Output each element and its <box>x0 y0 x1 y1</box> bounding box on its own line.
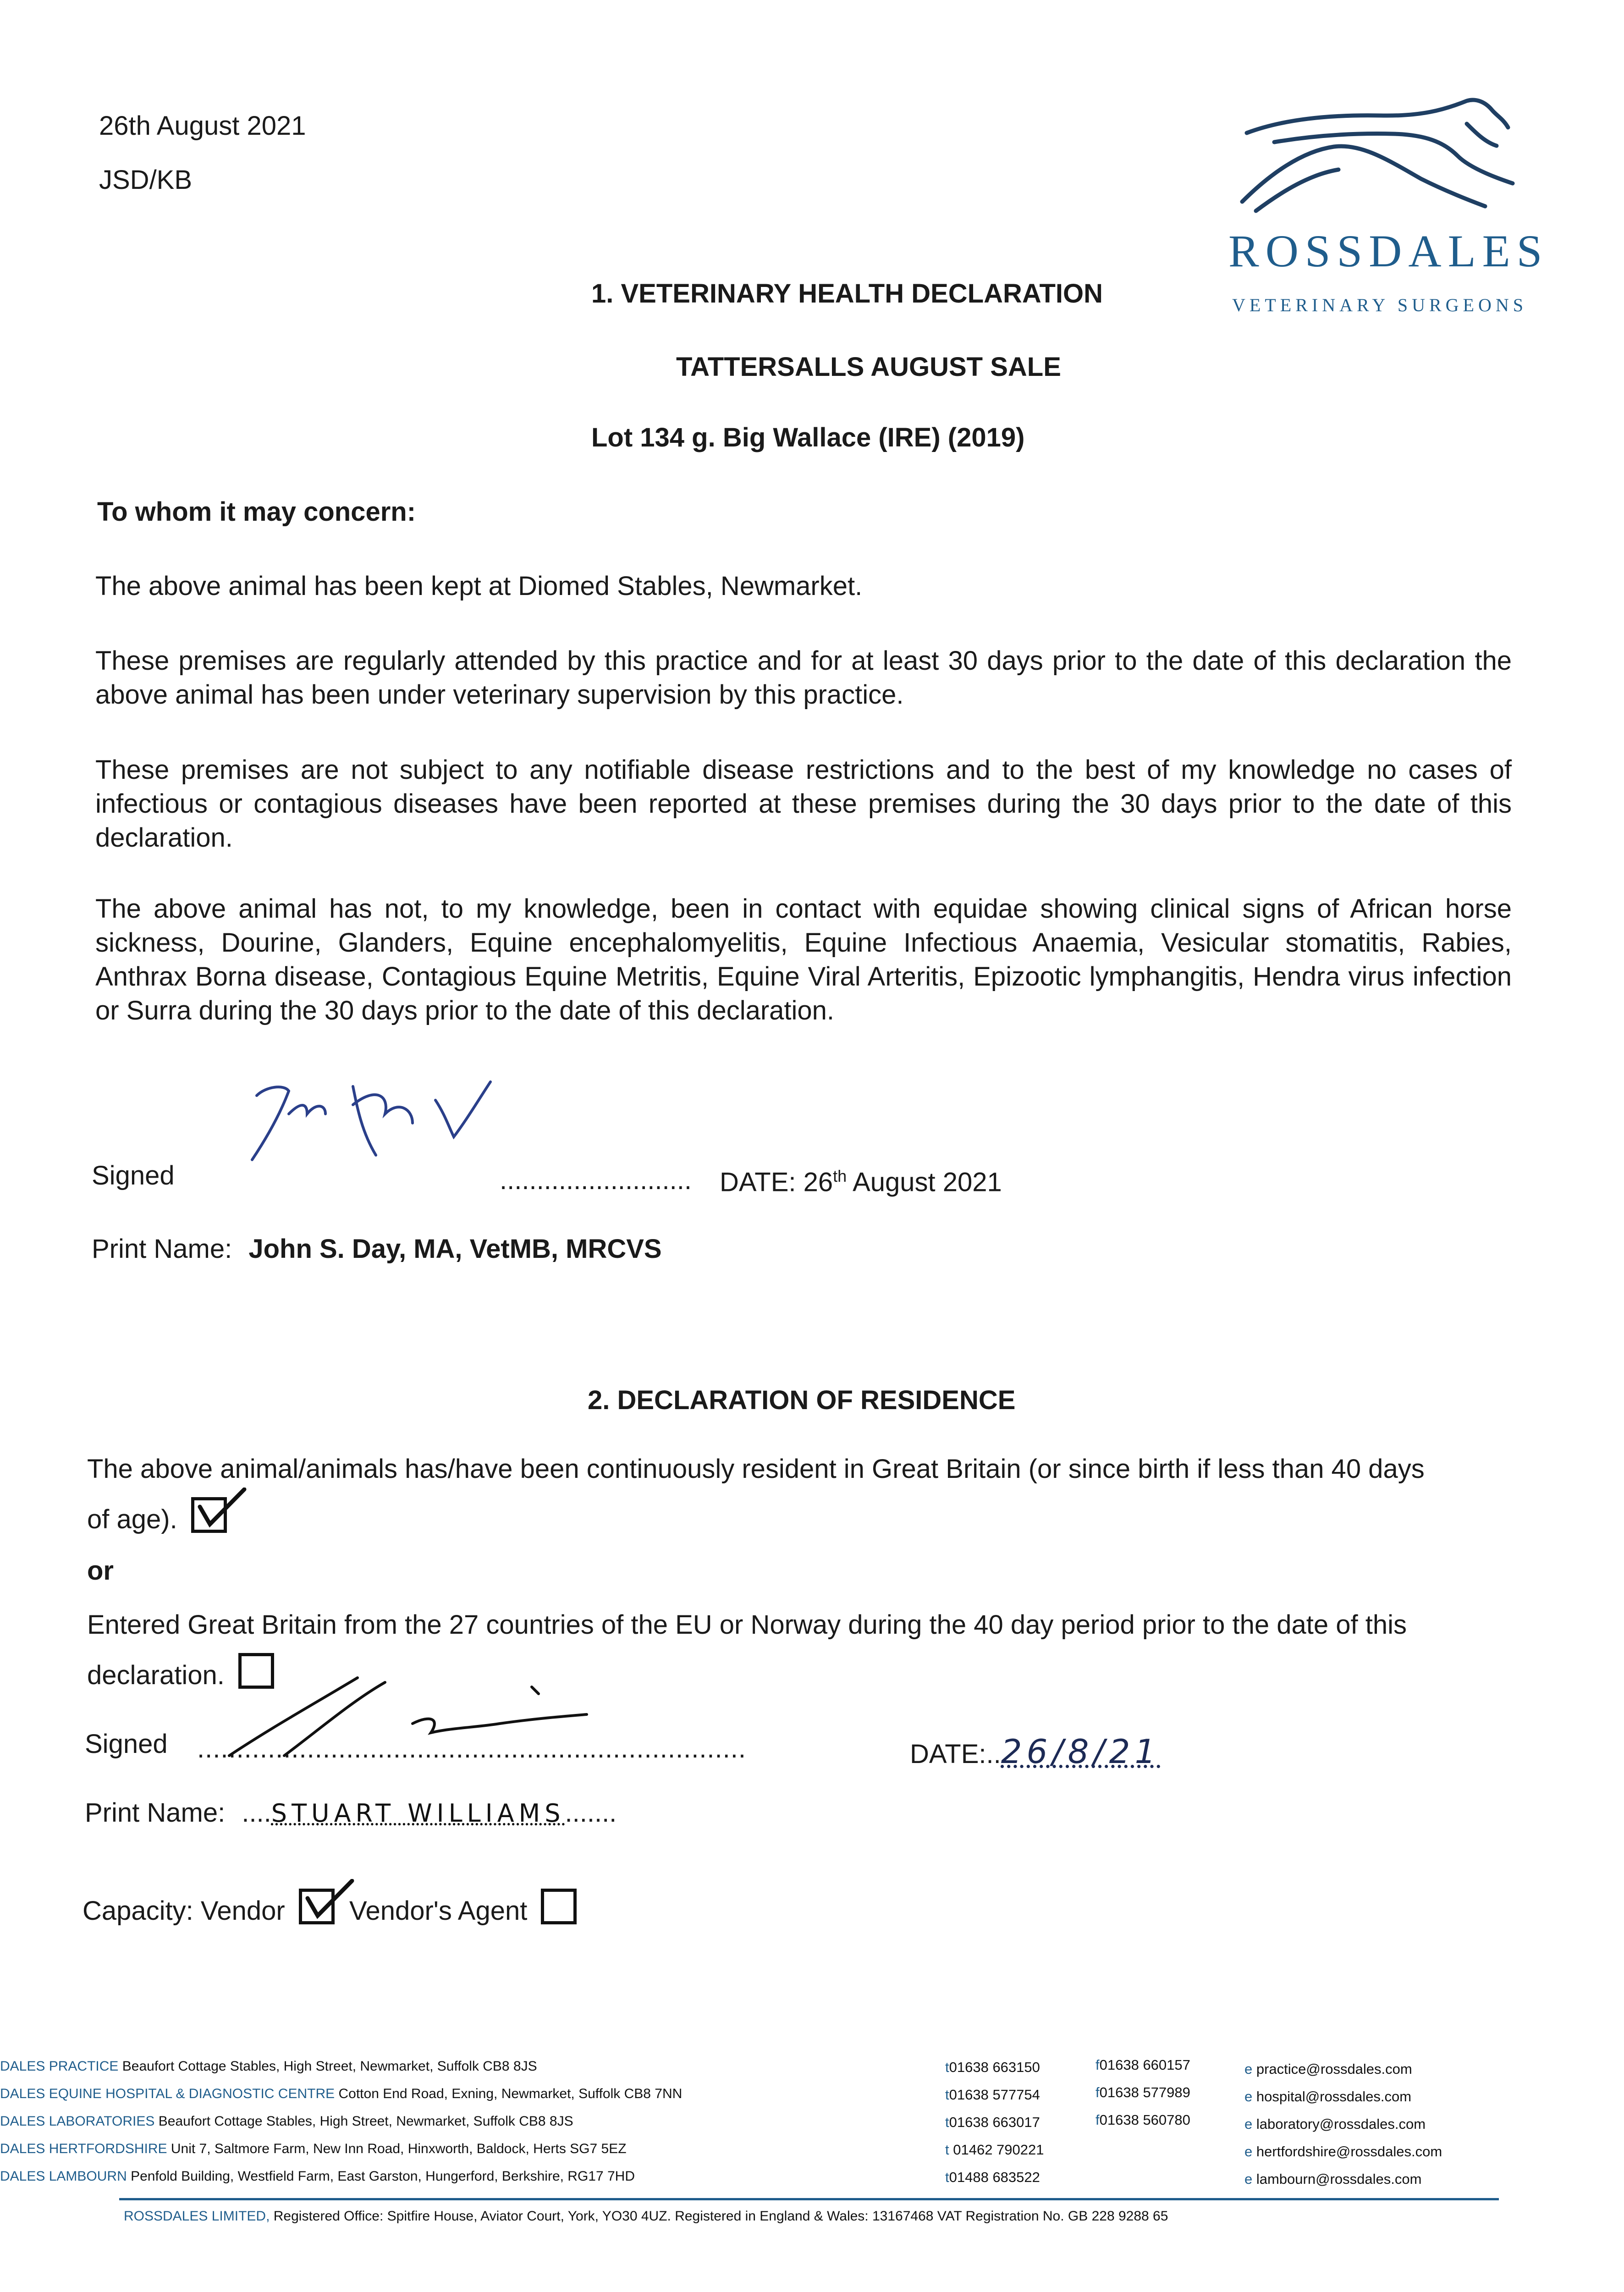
footer-telephones <box>945 2054 1044 2191</box>
logo-subtitle: VETERINARY SURGEONS <box>1232 295 1527 315</box>
email-address: lambourn@rossdales.com <box>1256 2171 1422 2187</box>
footer-faxes <box>1096 2051 1190 2134</box>
telephone-number: 01462 790221 <box>953 2142 1044 2158</box>
fax-number: 01638 660157 <box>1099 2057 1190 2073</box>
horse-icon <box>1228 92 1522 229</box>
telephone: t01638 577754 <box>945 2087 1040 2103</box>
vendor-date-value: 26/8/21 <box>1001 1732 1161 1771</box>
paragraph-1: The above animal has been kept at Diomed Stables, Newmarket. <box>95 571 863 601</box>
footer-location-practice <box>0 2053 935 2080</box>
footer-registration <box>124 2209 1168 2224</box>
sale-title: TATTERSALLS AUGUST SALE <box>676 352 1061 382</box>
print-name-value-2: STUART WILLIAMS <box>271 1799 565 1828</box>
print-name-1 <box>92 1233 662 1265</box>
letter-reference: JSD/KB <box>99 165 193 195</box>
telephone-number: 01638 663017 <box>949 2114 1040 2130</box>
residence-option-2-text: Entered Great Britain from the 27 countries of the EU or Norway during the 40 day period prior to the date of this declaration. <box>87 1610 1407 1690</box>
logo-name: ROSSDALES <box>1228 226 1549 276</box>
footer-location-laboratories <box>0 2108 935 2135</box>
telephone-number: 01638 577754 <box>949 2087 1040 2103</box>
footer-location-address: Penfold Building, Westfield Farm, East Garston, Hungerford, Berkshire, RG17 7HD <box>131 2169 635 2184</box>
vet-signature <box>238 1059 495 1169</box>
print-name-label-2: Print Name: <box>85 1798 226 1828</box>
email-address: laboratory@rossdales.com <box>1256 2116 1426 2132</box>
telephone: t01638 663150 <box>945 2059 1040 2075</box>
signature-line-1: .......................... <box>500 1165 692 1195</box>
telephone: t 01462 790221 <box>945 2142 1044 2158</box>
fax-number: 01638 560780 <box>1099 2112 1190 2128</box>
footer-location-address: Beaufort Cottage Stables, High Street, Newmarket, Suffolk CB8 8JS <box>158 2114 573 2129</box>
paragraph-3: These premises are not subject to any notifiable disease restrictions and to the best of my knowledge no cases of infectious or contagious diseases have been reported at these premises during the 30 days prior to the date of this declaration. <box>95 755 1512 853</box>
footer-location-address: Unit 7, Saltmore Farm, New Inn Road, Hinxworth, Baldock, Herts SG7 5EZ <box>171 2141 627 2156</box>
telephone-number: 01488 683522 <box>949 2169 1040 2185</box>
residence-checkbox-1[interactable] <box>191 1497 227 1533</box>
footer-locations <box>0 2053 935 2190</box>
telephone: t01638 663017 <box>945 2114 1040 2130</box>
footer-location-address: Cotton End Road, Exning, Newmarket, Suffolk CB8 7NN <box>338 2086 683 2101</box>
email: e practice@rossdales.com <box>1244 2061 1412 2077</box>
vendor-date-label: DATE: <box>910 1739 986 1769</box>
or-label: or <box>87 1556 114 1586</box>
fax: f01638 577989 <box>1096 2084 1190 2100</box>
signed-label-2: Signed <box>85 1729 168 1759</box>
fax-number: 01638 577989 <box>1099 2084 1190 2100</box>
footer-location-name: DALES LABORATORIES <box>0 2114 155 2129</box>
vendor-signature <box>202 1673 614 1765</box>
fax: f01638 560780 <box>1096 2112 1190 2128</box>
email-address: hospital@rossdales.com <box>1256 2088 1412 2105</box>
email-address: practice@rossdales.com <box>1256 2061 1412 2077</box>
date-suffix-1: th <box>833 1167 847 1185</box>
paragraph-4: The above animal has not, to my knowledge, been in contact with equidae showing clinical signs of African horse sickness, Dourine, Glanders, Equine encephalomyelitis, Equine Infectious Anaemia, Vesicular stomatitis, Rabies, Anthrax Borna disease, Contagious Equine Metritis, Equine Viral Arteritis, Epizootic lymphangitis, Hendra virus infection or Surra during the 30 days prior to the date of this declaration. <box>95 894 1512 1025</box>
print-name-lead-dots: .... <box>242 1798 271 1828</box>
checkmark-icon <box>304 1879 354 1920</box>
print-name-trail-dots: ....... <box>565 1798 617 1828</box>
date-rest-1: August 2021 <box>847 1167 1002 1197</box>
print-name-label-1: Print Name: <box>92 1234 232 1264</box>
footer-location-address: Beaufort Cottage Stables, High Street, Newmarket, Suffolk CB8 8JS <box>122 2059 537 2074</box>
vendor-checkbox[interactable] <box>299 1889 335 1924</box>
email: e hospital@rossdales.com <box>1244 2088 1412 2105</box>
signed-label-1: Signed <box>92 1161 175 1190</box>
footer-emails <box>1244 2055 1442 2193</box>
footer-location-hertfordshire <box>0 2135 935 2163</box>
checkmark-icon <box>196 1488 247 1529</box>
capacity-label: Capacity: Vendor <box>83 1896 285 1926</box>
footer-location-name: DALES EQUINE HOSPITAL & DIAGNOSTIC CENTRE <box>0 2086 335 2101</box>
footer-location-name: DALES LAMBOURN <box>0 2169 127 2184</box>
vendor-date-dots: .. <box>986 1739 1001 1769</box>
date-label-1: DATE: 26 <box>720 1167 833 1197</box>
paragraph-2: These premises are regularly attended by this practice and for at least 30 days prior to the date of this declaration the above animal has been under veterinary supervision by this practice. <box>95 646 1512 710</box>
residence-option-1 <box>87 1444 1426 1545</box>
email: e lambourn@rossdales.com <box>1244 2171 1422 2187</box>
vendor-signature-line: ...................................................................... <box>197 1734 746 1763</box>
rossdales-logo <box>1219 92 1549 330</box>
letter-date: 26th August 2021 <box>99 111 306 141</box>
registration-text: Registered Office: Spitfire House, Aviator Court, York, YO30 4UZ. Registered in England & Wales: 13167468 VAT Registration No. GB 228 9288 65 <box>273 2209 1168 2224</box>
declaration-date-1 <box>720 1166 1002 1198</box>
capacity-row <box>83 1889 577 1927</box>
telephone-number: 01638 663150 <box>949 2059 1040 2075</box>
footer-location-lambourn <box>0 2163 935 2190</box>
section1-heading: 1. VETERINARY HEALTH DECLARATION <box>591 279 1103 309</box>
section2-heading: 2. DECLARATION OF RESIDENCE <box>588 1385 1016 1415</box>
fax: f01638 660157 <box>1096 2057 1190 2073</box>
email: e hertfordshire@rossdales.com <box>1244 2143 1442 2160</box>
telephone: t01488 683522 <box>945 2169 1040 2185</box>
registration-company: ROSSDALES LIMITED, <box>124 2209 270 2224</box>
footer-location-name: DALES PRACTICE <box>0 2059 119 2074</box>
print-name-2 <box>85 1797 617 1829</box>
vendor-agent-checkbox[interactable] <box>541 1889 577 1924</box>
residence-option-1-text: The above animal/animals has/have been continuously resident in Great Britain (or since birth if less than 40 days of age). <box>87 1454 1425 1534</box>
footer-divider <box>119 2198 1499 2200</box>
salutation: To whom it may concern: <box>97 497 416 527</box>
footer-location-name: DALES HERTFORDSHIRE <box>0 2141 167 2156</box>
lot-title: Lot 134 g. Big Wallace (IRE) (2019) <box>591 423 1025 452</box>
vendor-date <box>910 1732 1160 1771</box>
footer-location-hospital <box>0 2080 935 2108</box>
email-address: hertfordshire@rossdales.com <box>1256 2143 1442 2160</box>
vendor-agent-label: Vendor's Agent <box>349 1896 528 1926</box>
email: e laboratory@rossdales.com <box>1244 2116 1426 2132</box>
print-name-value-1: John S. Day, MA, VetMB, MRCVS <box>248 1234 662 1264</box>
